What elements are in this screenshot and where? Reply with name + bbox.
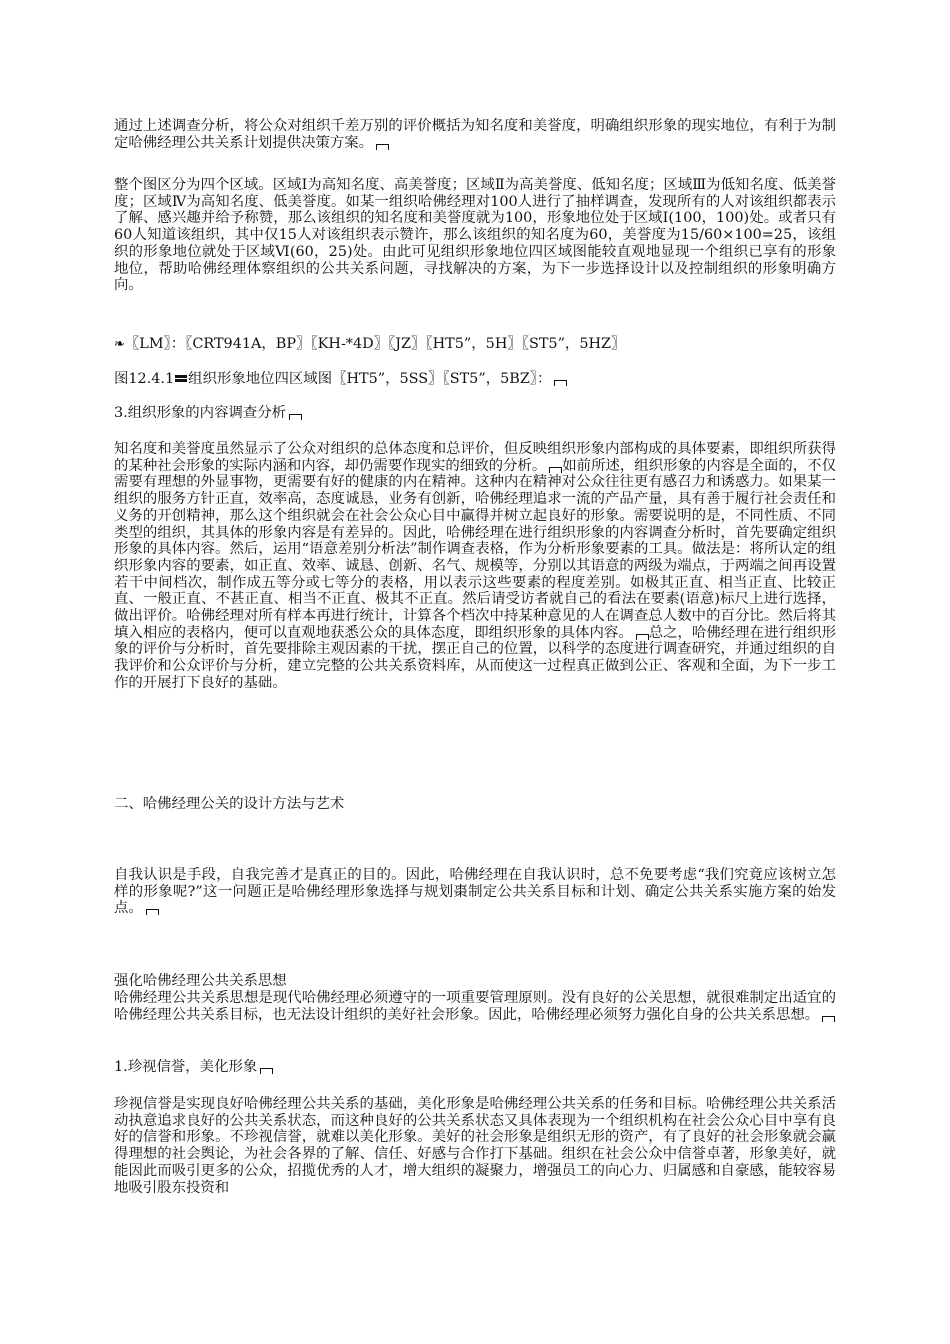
paragraph-four-regions xyxy=(114,177,836,294)
heading-text: 强化哈佛经理公共关系思想 xyxy=(114,973,287,989)
paragraph-text: 自我认识是手段，自我完善才是真正的目的。因此，哈佛经理在自我认识时，总不免要考虑“我们究竟应该树立怎样的形象呢?”这一问题正是哈佛经理形象选择与规划棗制定公共关系目标和计划、确定公共关系实施方案的始发点。 xyxy=(114,867,836,917)
heading-text: 3.组织形象的内容调查分析 xyxy=(114,405,287,421)
paragraph-text: 哈佛经理公共关系思想是现代哈佛经理必须遵守的一项重要管理原则。没有良好的公关思想，就很难制定出适宜的哈佛经理公共关系目标，也无法设计组织的美好社会形象。因此，哈佛经理必须努力强化自身的公共关系思想。 xyxy=(114,990,836,1023)
return-mark-icon xyxy=(554,380,567,386)
figure-number: 图12.4.1 xyxy=(114,371,175,387)
paragraph-text: 知名度和美誉度虽然显示了公众对组织的总体态度和总评价，但反映组织形象内部构成的具体要素，即组织所获得的某种社会形象的实际内涵和内容，却仍需要作现实的细致的分析。 xyxy=(114,441,836,474)
double-bar-icon xyxy=(175,375,187,382)
return-mark-icon xyxy=(260,1068,273,1074)
return-mark-icon xyxy=(549,467,562,473)
return-mark-icon xyxy=(376,144,389,150)
heading-text: 二、哈佛经理公关的设计方法与艺术 xyxy=(114,796,345,812)
paragraph-reputation-image xyxy=(114,1096,836,1196)
heading-strengthen-pr-thinking xyxy=(114,973,287,990)
return-mark-icon xyxy=(636,634,649,640)
typesetting-code-line xyxy=(114,336,625,353)
paragraph-self-awareness xyxy=(114,867,836,917)
return-mark-icon xyxy=(289,414,302,420)
paragraph-text: 通过上述调查分析，将公众对组织千差万别的评价概括为知名度和美誉度，明确组织形象的现实地位，有利于为制定哈佛经理公共关系计划提供决策方案。 xyxy=(114,118,836,151)
figure-title: 组织形象地位四区域图〖HT5”，5SS〗〖ST5”，5BZ〗： xyxy=(188,371,552,387)
paragraph-text: 整个图区分为四个区域。区域Ⅰ为高知名度、高美誉度；区域Ⅱ为高美誉度、低知名度；区域Ⅲ为低知名度、低美誉度；区域Ⅳ为高知名度、低美誉度。如某一组织哈佛经理对100人进行了抽样调查，发现所有的人对该组织都表示了解、感兴趣并给予称赞，那么该组织的知名度和美誉度就为100，形象地位处于区域Ⅰ(100，100)处。或者只有60人知道该组织，其中仅15人对该组织表示赞许，那么该组织的知名度为60，美誉度为15/60×100=25，该组织的形象地位就处于区域Ⅵ(60，25)处。由此可见组织形象地位四区域图能较直观地显现一个组织已享有的形象地位，帮助哈佛经理体察组织的公共关系问题，寻找解决的方案，为下一步选择设计以及控制组织的形象明确方向。 xyxy=(114,177,836,294)
figure-caption xyxy=(114,371,567,388)
paragraph-pr-thinking xyxy=(114,990,836,1023)
heading-cherish-reputation xyxy=(114,1059,273,1076)
fleuron-icon: ❧ xyxy=(114,337,125,352)
paragraph-text: 如前所述，组织形象的内容是全面的，不仅需要有理想的外显事物，更需要有好的健康的内在精神。这种内在精神对公众往往更有感召力和诱惑力。如果某一组织的服务方针正直，效率高，态度诚恳，业务有创新，哈佛经理追求一流的产品产量，具有善于履行社会责任和义务的开创精神，那么这个组织就会在社会公众心目中赢得并树立起良好的形象。需要说明的是，不同性质、不同类型的组织，其具体的形象内容是有差异的。因此，哈佛经理在进行组织形象的内容调查分析时，首先要确定组织形象的具体内容。然后，运用“语意差别分析法”制作调查表格，作为分析形象要素的工具。做法是：将所认定的组织形象内容的要素，如正直、效率、诚恳、创新、名气、规模等，分别以其语意的两级为端点，于两端之间再设置若干中间档次，制作成五等分或七等分的表格，用以表示这些要素的程度差别。如极其正直、相当正直、比较正直、一般正直、不甚正直、相当不正直、极其不正直。然后请受访者就自己的看法在要素(语意)标尺上进行选择，做出评价。哈佛经理对所有样本再进行统计，计算各个档次中持某种意见的人在调查总人数中的百分比。然后将其填入相应的表格内，便可以直观地获悉公众的具体态度，即组织形象的具体内容。 xyxy=(114,457,836,641)
code-text: 〖LM〗：〖CRT941A，BP〗〖KH-*4D〗〖JZ〗〖HT5”，5H〗〖ST5”，5HZ〗 xyxy=(124,336,626,352)
paragraph-image-positioning xyxy=(114,118,836,151)
return-mark-icon xyxy=(822,1016,835,1022)
paragraph-text: 珍视信誉是实现良好哈佛经理公共关系的基础，美化形象是哈佛经理公共关系的任务和目标。哈佛经理公共关系活动执意追求良好的公共关系状态，而这种良好的公共关系状态又具体表现为一个组织机构在社会公众心目中享有良好的信誉和形象。不珍视信誉，就难以美化形象。美好的社会形象是组织无形的资产，有了良好的社会形象就会赢得理想的社会舆论，为社会各界的了解、信任、好感与合作打下基础。组织在社会公众中信誉卓著，形象美好，就能因此而吸引更多的公众，招揽优秀的人才，增大组织的凝聚力，增强员工的向心力、归属感和自豪感，能较容易地吸引股东投资和 xyxy=(114,1096,836,1196)
return-mark-icon xyxy=(146,909,159,915)
heading-content-analysis xyxy=(114,405,302,422)
paragraph-text: 总之，哈佛经理在进行组织形象的评价与分析时，首先要排除主观因素的干扰，摆正自己的位置，以科学的态度进行调查研究，并通过组织的自我评价和公众评价与分析，建立完整的公共关系资料库，从而使这一过程真正做到公正、客观和全面，为下一步工作的开展打下良好的基础。 xyxy=(114,624,836,691)
paragraph-content-analysis xyxy=(114,441,836,692)
section-heading-design-methods xyxy=(114,796,344,813)
heading-text: 1.珍视信誉，美化形象 xyxy=(114,1059,258,1075)
